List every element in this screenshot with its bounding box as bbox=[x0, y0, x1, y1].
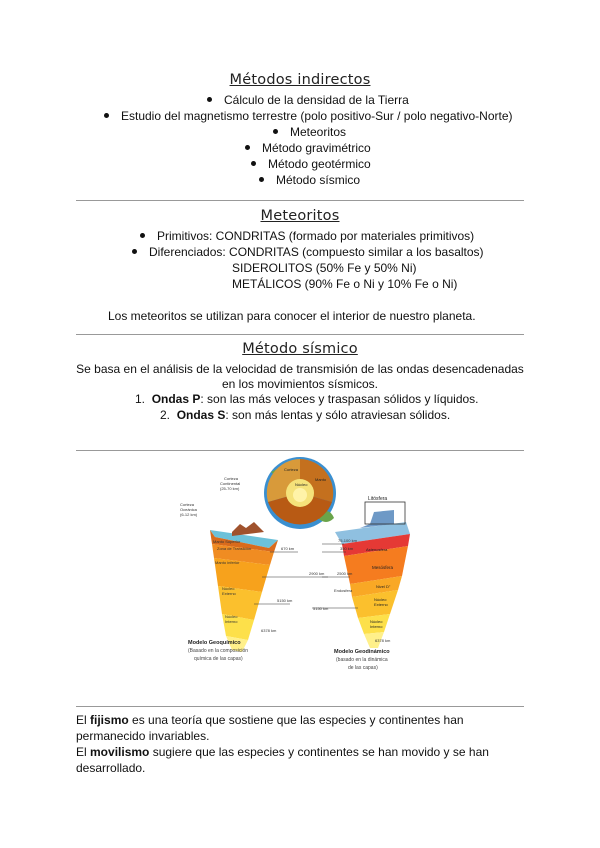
left-caption-title: Modelo Geoquímico bbox=[188, 640, 241, 646]
endosfera-label: Endosfera bbox=[334, 588, 353, 593]
left-crust-label: Oceánica bbox=[180, 507, 197, 512]
list-item: Cálculo de la densidad de la Tierra bbox=[207, 93, 409, 108]
earth-layers-figure bbox=[170, 452, 442, 682]
list-item: Método geotérmico bbox=[251, 157, 371, 172]
list-item: Meteoritos bbox=[273, 125, 346, 140]
right-layer-label: Núcleo bbox=[374, 597, 387, 602]
paragraph-line: desarrollado. bbox=[76, 761, 146, 775]
divider bbox=[76, 334, 524, 335]
left-crust-label: Corteza bbox=[180, 502, 195, 507]
left-caption-line: química de las capas) bbox=[194, 656, 243, 662]
left-crust-label: (25-70 km) bbox=[220, 486, 240, 491]
bullet-icon bbox=[259, 177, 264, 182]
fijismo-paragraph: El fijismo es una teoría que sostiene que las especies y continentes han bbox=[76, 713, 464, 727]
left-depth-label: 5150 km bbox=[277, 598, 293, 603]
right-wedge bbox=[312, 496, 410, 671]
list-item: Método gravimétrico bbox=[245, 141, 371, 156]
bullet-icon bbox=[140, 233, 145, 238]
globe-label-corteza: Corteza bbox=[284, 467, 299, 472]
paragraph-line: permanecido invariables. bbox=[76, 729, 210, 743]
right-depth-label: 6378 km bbox=[375, 638, 391, 643]
right-layer-label: Interno bbox=[370, 624, 383, 629]
litosfera-label: Litósfera bbox=[368, 496, 388, 502]
right-caption-line: (basado en la dinámica bbox=[336, 657, 388, 663]
right-depth-label: 75-100 km bbox=[338, 538, 357, 543]
left-layer-label: Externo bbox=[222, 591, 236, 596]
divider bbox=[76, 450, 524, 451]
right-layer-label: Externo bbox=[374, 602, 388, 607]
divider bbox=[76, 706, 524, 707]
left-depth-label: 670 km bbox=[281, 546, 295, 551]
section-title-meteoritos: Meteoritos bbox=[260, 208, 340, 224]
bullet-icon bbox=[132, 249, 137, 254]
left-layer-label: Interno bbox=[225, 619, 238, 624]
list-item: Diferenciados: CONDRITAS (compuesto similar a los basaltos) bbox=[132, 245, 484, 260]
list-item: Estudio del magnetismo terrestre (polo positivo-Sur / polo negativo-Norte) bbox=[104, 109, 513, 124]
left-caption-line: (Basado en la composición bbox=[188, 648, 249, 654]
right-layer-label: Núcleo bbox=[370, 619, 383, 624]
left-layer-label: Núcleo bbox=[225, 614, 238, 619]
right-depth-label: 2500 km bbox=[337, 571, 353, 576]
left-crust-label: Continental bbox=[220, 481, 241, 486]
left-layer-label: Manto Superior bbox=[213, 539, 241, 544]
list-item: 1. Ondas P: son las más veloces y traspasan sólidos y líquidos. bbox=[135, 392, 479, 406]
left-layer-label: Zona de Transición bbox=[217, 546, 252, 551]
list-item: Primitivos: CONDRITAS (formado por materiales primitivos) bbox=[140, 229, 474, 244]
bullet-icon bbox=[104, 113, 109, 118]
section-title-metodos-indirectos: Métodos indirectos bbox=[229, 72, 371, 88]
paragraph-line: Se basa en el análisis de la velocidad de transmisión de las ondas desencadenadas bbox=[76, 362, 524, 376]
paragraph-line: en los movimientos sísmicos. bbox=[221, 377, 379, 391]
meteorite-subtype: SIDEROLITOS (50% Fe y 50% Ni) bbox=[232, 261, 417, 275]
left-depth-label: 2900 km bbox=[309, 571, 325, 576]
movilismo-paragraph: El movilismo sugiere que las especies y continentes se han movido y se han bbox=[76, 745, 489, 759]
right-caption-title: Modelo Geodinámico bbox=[334, 649, 390, 655]
bullet-icon bbox=[273, 129, 278, 134]
left-crust-label: Corteza bbox=[224, 476, 239, 481]
globe-label-nucleo: Núcleo bbox=[295, 482, 308, 487]
right-layer-label: Nivel D" bbox=[376, 584, 391, 589]
left-depth-label: 6378 km bbox=[261, 628, 277, 633]
list-item: Método sísmico bbox=[259, 173, 360, 188]
list-item: 2. Ondas S: son más lentas y sólo atraviesan sólidos. bbox=[160, 408, 451, 422]
right-depth-label: 350 km bbox=[340, 546, 354, 551]
right-depth-label: 5150 km bbox=[313, 606, 329, 611]
globe-cutaway bbox=[264, 457, 336, 529]
meteorite-note: Los meteoritos se utilizan para conocer el interior de nuestro planeta. bbox=[108, 309, 476, 323]
meteorite-subtype: METÁLICOS (90% Fe o Ni y 10% Fe o Ni) bbox=[232, 277, 458, 291]
left-crust-label: (6-12 km) bbox=[180, 512, 198, 517]
divider bbox=[76, 200, 524, 201]
globe-label-manto: Manto bbox=[315, 477, 327, 482]
right-layer-label: Mesósfera bbox=[372, 565, 394, 570]
right-caption-line: de las capas) bbox=[348, 665, 378, 671]
bullet-icon bbox=[207, 97, 212, 102]
right-layer-label: Astenosfera bbox=[366, 547, 388, 552]
section-title-metodo-sismico: Método sísmico bbox=[242, 341, 358, 357]
left-layer-label: Manto inferior bbox=[215, 560, 240, 565]
left-layer-label: Núcleo bbox=[222, 586, 235, 591]
bullet-icon bbox=[251, 161, 256, 166]
bullet-icon bbox=[245, 145, 250, 150]
